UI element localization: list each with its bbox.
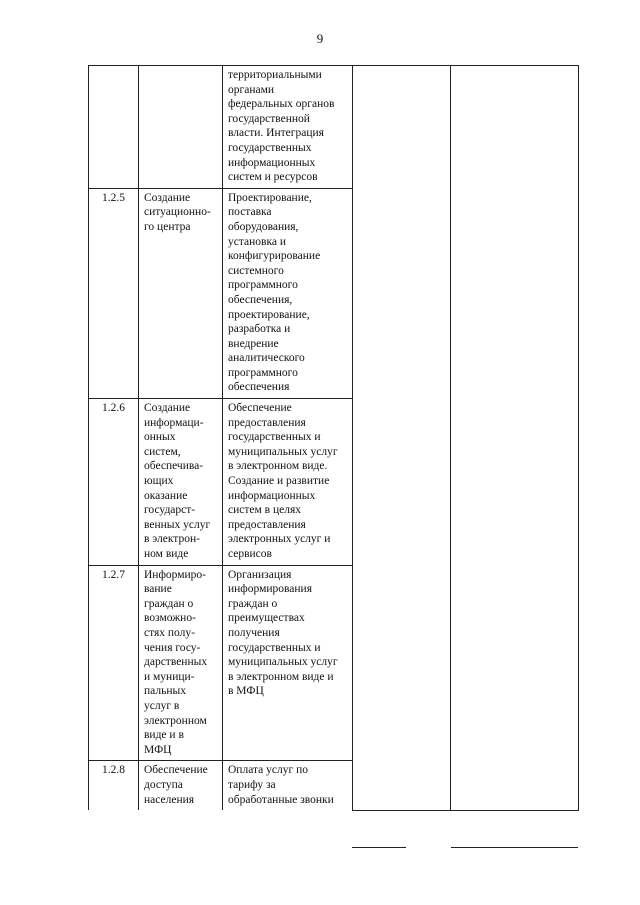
item-number-cell: 1.2.8 xyxy=(89,761,139,810)
empty-column-cell xyxy=(451,66,579,811)
table-bottom-rule xyxy=(352,847,406,848)
item-number-cell xyxy=(89,66,139,189)
item-number-cell: 1.2.6 xyxy=(89,399,139,566)
item-description-cell: Проектирование, поставка оборудования, установка и конфигурирование системного программного обеспечения, проектирование, разработка и внедрение аналитического программного обеспечения xyxy=(223,188,353,398)
program-measures-table xyxy=(88,65,579,811)
item-name-cell: Создание ситуационно- го центра xyxy=(139,188,223,398)
item-name-cell: Обеспечение доступа населения xyxy=(139,761,223,810)
empty-column-cell xyxy=(353,66,451,811)
item-description-cell: Организация информирования граждан о преимуществах получения государственных и муниципальных услуг в электронном виде и в МФЦ xyxy=(223,565,353,761)
table-row xyxy=(89,66,579,189)
item-description-cell: территориальными органами федеральных органов государственной власти. Интеграция государственных информационных систем и ресурсов xyxy=(223,66,353,189)
item-description-cell: Обеспечение предоставления государственных и муниципальных услуг в электронном виде. Создание и развитие информационных систем в целях предоставления электронных услуг и сервисов xyxy=(223,399,353,566)
item-name-cell xyxy=(139,66,223,189)
page-number: 9 xyxy=(316,31,324,46)
item-number-cell: 1.2.7 xyxy=(89,565,139,761)
table-bottom-rule xyxy=(451,847,578,848)
item-name-cell: Информиро- вание граждан о возможно- стях полу- чения госу- дарственных и муници- пальных услуг в электронном виде и в МФЦ xyxy=(139,565,223,761)
item-name-cell: Создание информаци- онных систем, обеспечива- ющих оказание государст- венных услуг в электрон- ном виде xyxy=(139,399,223,566)
item-number-cell: 1.2.5 xyxy=(89,188,139,398)
item-description-cell: Оплата услуг по тарифу за обработанные звонки xyxy=(223,761,353,810)
